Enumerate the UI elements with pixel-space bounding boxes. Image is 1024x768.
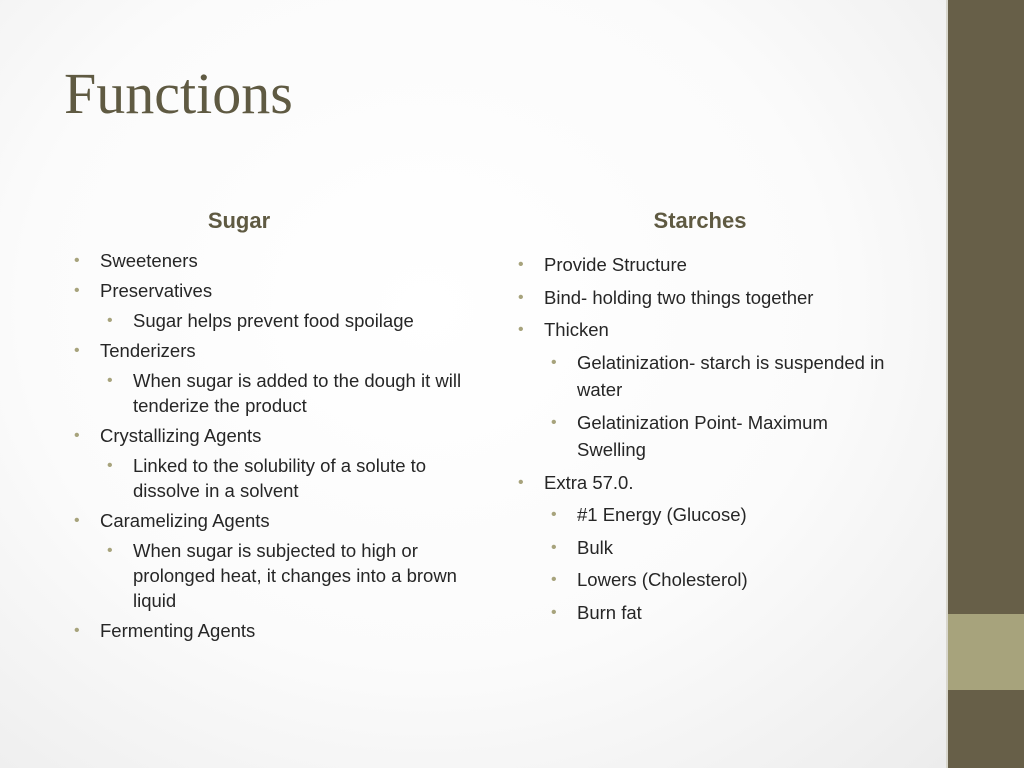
sub-bullet-item: • When sugar is added to the dough it will tenderize the product	[107, 368, 464, 418]
sub-bullet-item: • Gelatinization Point- Maximum Swelling	[551, 409, 898, 464]
bullet-item: • Crystallizing Agents	[74, 423, 464, 448]
bullet-item: • Sweeteners	[74, 248, 464, 273]
bullet-item: • Preservatives	[74, 278, 464, 303]
sub-bullet-item: • Linked to the solubility of a solute to dissolve in a solvent	[107, 453, 464, 503]
starches-bullet-list	[518, 251, 898, 631]
bullet-item: • Bind- holding two things together	[518, 284, 898, 312]
sub-bullet-item: • When sugar is subjected to high or prolonged heat, it changes into a brown liquid	[107, 538, 464, 613]
starches-heading: Starches	[653, 208, 747, 233]
sub-bullet-item: • Bulk	[551, 534, 898, 562]
slide-title: Functions	[64, 61, 293, 126]
sub-bullet-item: • Gelatinization- starch is suspended in water	[551, 349, 898, 404]
sugar-bullet-list	[74, 248, 464, 648]
sub-bullet-item: • #1 Energy (Glucose)	[551, 501, 898, 529]
bullet-item: • Fermenting Agents	[74, 618, 464, 643]
sugar-heading: Sugar	[207, 208, 271, 233]
bullet-item: • Caramelizing Agents	[74, 508, 464, 533]
bullet-item: • Tenderizers	[74, 338, 464, 363]
sub-bullet-item: • Burn fat	[551, 599, 898, 627]
sub-bullet-item: • Lowers (Cholesterol)	[551, 566, 898, 594]
sub-bullet-item: • Sugar helps prevent food spoilage	[107, 308, 464, 333]
side-accent-block	[948, 614, 1024, 690]
bullet-item: • Provide Structure	[518, 251, 898, 279]
bullet-item: • Thicken	[518, 316, 898, 344]
bullet-item: • Extra 57.0.	[518, 469, 898, 497]
